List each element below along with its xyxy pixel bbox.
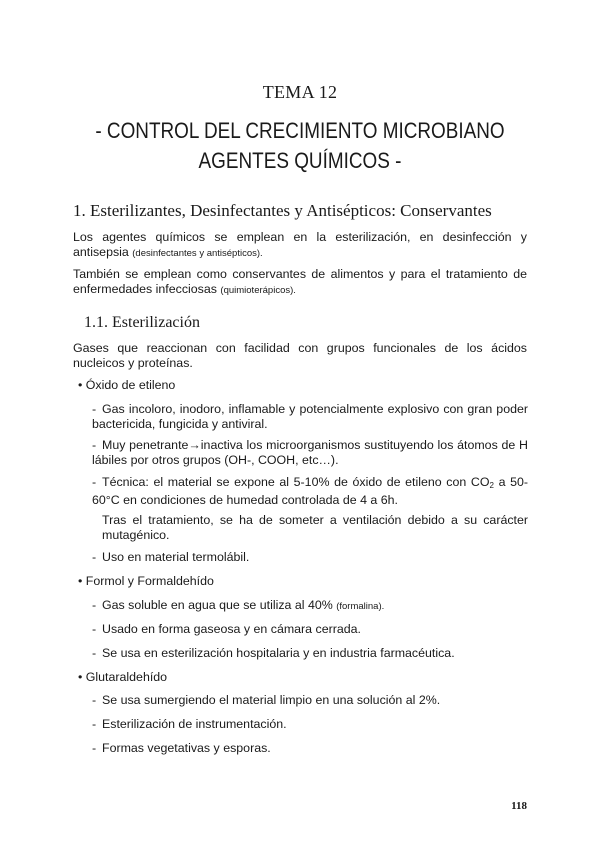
topic-number: TEMA 12	[262, 82, 338, 102]
bullet-oxido-etileno: • Óxido de etileno	[78, 378, 176, 392]
title-line-1: - CONTROL DEL CRECIMIENTO MICROBIANO	[95, 118, 505, 143]
list-item-continuation: Tras el tratamiento, se ha de someter a ventilación debido a su carácter mutagénico.	[102, 513, 528, 542]
list-item-text: Usado en forma gaseosa y en cámara cerrada.	[102, 622, 361, 636]
list-item-text: Esterilización de instrumentación.	[102, 717, 287, 731]
section-1-heading: 1. Esterilizantes, Desinfectantes y Antisépticos: Conservantes	[73, 201, 492, 220]
list-item-text: Se usa en esterilización hospitalaria y en industria farmacéutica.	[102, 646, 455, 660]
dash-marker: -	[92, 475, 97, 489]
list-item	[92, 717, 528, 732]
list-item	[92, 550, 528, 565]
dash-marker: -	[92, 438, 97, 452]
paragraph-note: (desinfectantes y antisépticos).	[132, 247, 263, 259]
paragraph-text: Los agentes químicos se emplean en la esterilización, en desinfección y antisepsia	[73, 230, 527, 259]
paragraph-gases-intro: Gases que reaccionan con facilidad con grupos funcionales de los ácidos nucleicos y proteínas.	[73, 341, 527, 370]
page-title	[42, 116, 558, 176]
list-item	[92, 622, 528, 637]
list-item-text: Formas vegetativas y esporas.	[102, 741, 271, 755]
list-item-note: (formalina).	[336, 601, 385, 612]
dash-marker: -	[92, 598, 97, 612]
list-item-text: Muy penetrante→inactiva los microorganismos sustituyendo los átomos de H lábiles por otros grupos (OH-, COOH, etc…).	[92, 438, 528, 467]
bullet-formol: • Formol y Formaldehído	[78, 574, 214, 588]
list-item	[92, 693, 528, 708]
list-item	[92, 741, 528, 756]
paragraph-conservants	[73, 267, 527, 298]
list-item-text: Gas soluble en agua que se utiliza al 40%	[102, 598, 337, 612]
bullet-glutaraldehido: • Glutaraldehído	[78, 670, 168, 684]
dash-marker: -	[92, 741, 97, 755]
dash-marker: -	[92, 717, 97, 731]
page-number: 118	[511, 800, 527, 812]
dash-marker: -	[92, 622, 97, 636]
list-item	[92, 646, 528, 661]
dash-marker: -	[92, 693, 97, 707]
title-line-2: AGENTES QUÍMICOS -	[198, 148, 402, 173]
list-item	[92, 402, 528, 432]
paragraph-note: (quimioterápicos).	[220, 284, 296, 296]
list-item	[92, 598, 528, 614]
list-item-text: Se usa sumergiendo el material limpio en una solución al 2%.	[102, 693, 441, 707]
list-item-text: Técnica: el material se expone al 5-10% de óxido de etileno con CO	[102, 475, 490, 489]
list-item-text: Uso en material termolábil.	[102, 550, 250, 564]
section-1-1-heading: 1.1. Esterilización	[84, 314, 200, 331]
subscript: 2	[489, 481, 494, 490]
list-item	[92, 475, 528, 508]
paragraph-agents	[73, 230, 527, 261]
dash-marker: -	[92, 402, 97, 416]
list-item	[92, 438, 528, 468]
dash-marker: -	[92, 550, 97, 564]
list-item-text-rest: a 50-60°C en condiciones de humedad controlada de 4 a 6h.	[92, 475, 529, 507]
paragraph-text: También se emplean como conservantes de alimentos y para el tratamiento de enfermedades infecciosas	[73, 267, 527, 296]
dash-marker: -	[92, 646, 97, 660]
list-item-text: Gas incoloro, inodoro, inflamable y potencialmente explosivo con gran poder bactericida, fungicida y antiviral.	[92, 402, 528, 431]
